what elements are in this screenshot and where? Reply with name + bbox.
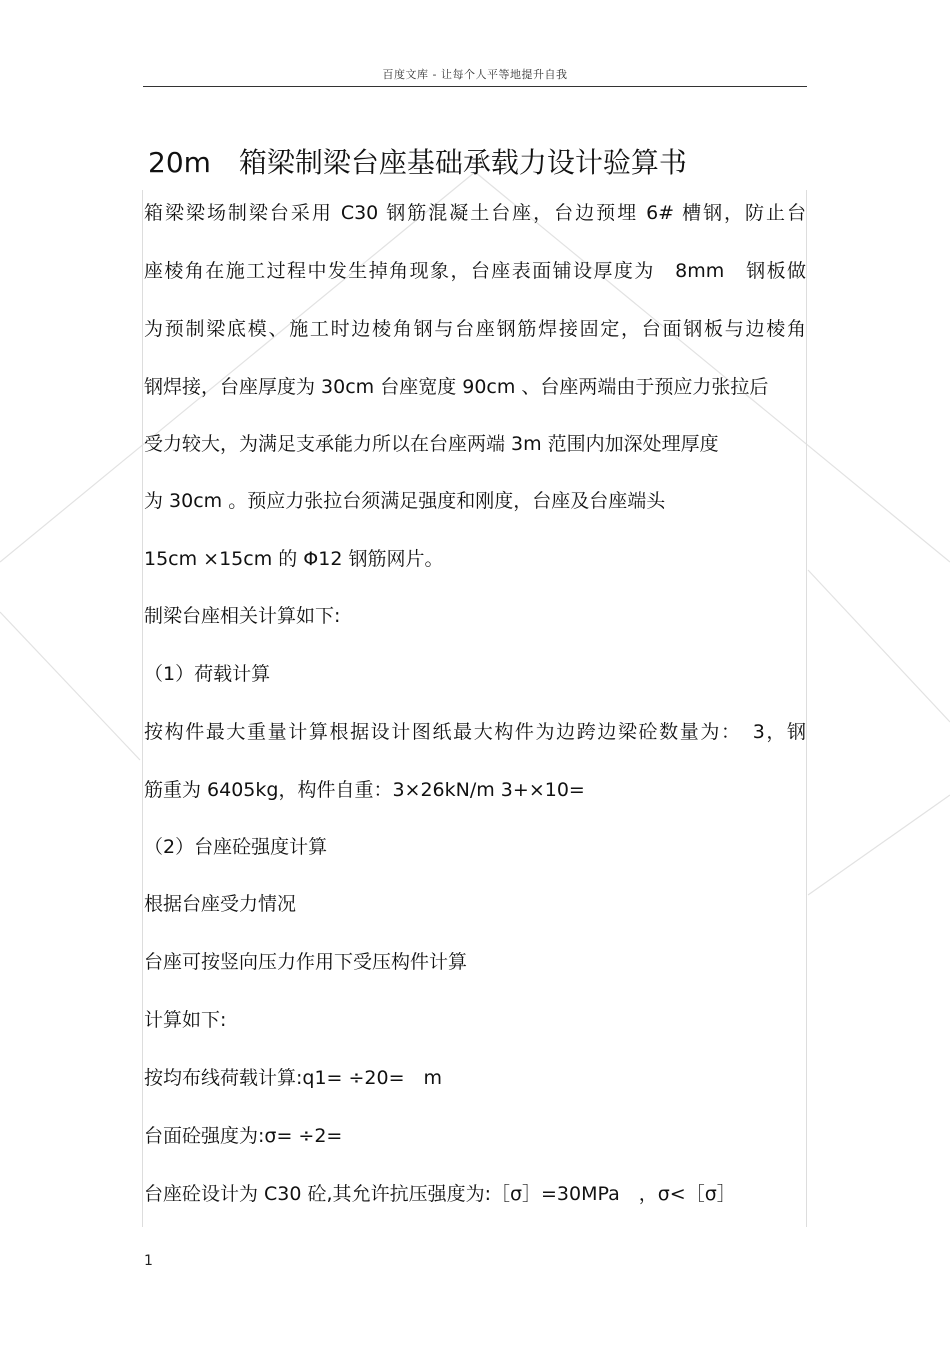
page-header: 百度文库 - 让每个人平等地提升自我 <box>382 68 568 81</box>
right-margin-rule <box>806 190 807 1227</box>
strength-line-4: 按均布线荷载计算:q1= ÷20= m <box>144 1067 443 1089</box>
document-title: 20m 箱梁制梁台座基础承载力设计验算书 <box>148 146 687 179</box>
paragraph-line-4: 钢焊接，台座厚度为 30cm 台座宽度 90cm 、台座两端由于预应力张拉后 <box>144 376 769 398</box>
left-margin-rule <box>142 190 143 1227</box>
paragraph-line-3: 为预制梁底模、施工时边棱角钢与台座钢筋焊接固定，台面钢板与边棱角 <box>144 318 806 340</box>
strength-line-6: 台座砼设计为 C30 砼,其允许抗压强度为:［σ］=30MPa ，σ<［σ］ <box>144 1183 736 1205</box>
paragraph-line-6: 为 30cm 。预应力张拉台须满足强度和刚度，台座及台座端头 <box>144 490 666 512</box>
section-heading-strength: （2）台座砼强度计算 <box>144 836 328 858</box>
paragraph-line-7: 15cm ×15cm 的 Φ12 钢筋网片。 <box>144 548 444 570</box>
strength-line-1: 根据台座受力情况 <box>144 893 297 915</box>
strength-line-2: 台座可按竖向压力作用下受压构件计算 <box>144 951 468 973</box>
header-divider <box>143 86 807 87</box>
strength-line-5: 台面砼强度为:σ= ÷2= <box>144 1125 343 1147</box>
paragraph-line-5: 受力较大，为满足支承能力所以在台座两端 3m 范围内加深处理厚度 <box>144 433 719 455</box>
load-line-2: 筋重为 6405kg，构件自重：3×26kN/m 3+×10= <box>144 779 585 801</box>
section-intro: 制梁台座相关计算如下: <box>144 605 341 627</box>
load-line-1: 按构件最大重量计算根据设计图纸最大构件为边跨边梁砼数量为： 3，钢 <box>144 721 806 743</box>
paragraph-line-2: 座棱角在施工过程中发生掉角现象，台座表面铺设厚度为 8mm 钢板做 <box>144 260 806 282</box>
strength-line-3: 计算如下: <box>144 1009 227 1031</box>
section-heading-load: （1）荷载计算 <box>144 663 271 685</box>
page-number: 1 <box>144 1253 153 1269</box>
paragraph-line-1: 箱梁梁场制梁台采用 C30 钢筋混凝土台座，台边预埋 6# 槽钢，防止台 <box>144 202 806 224</box>
